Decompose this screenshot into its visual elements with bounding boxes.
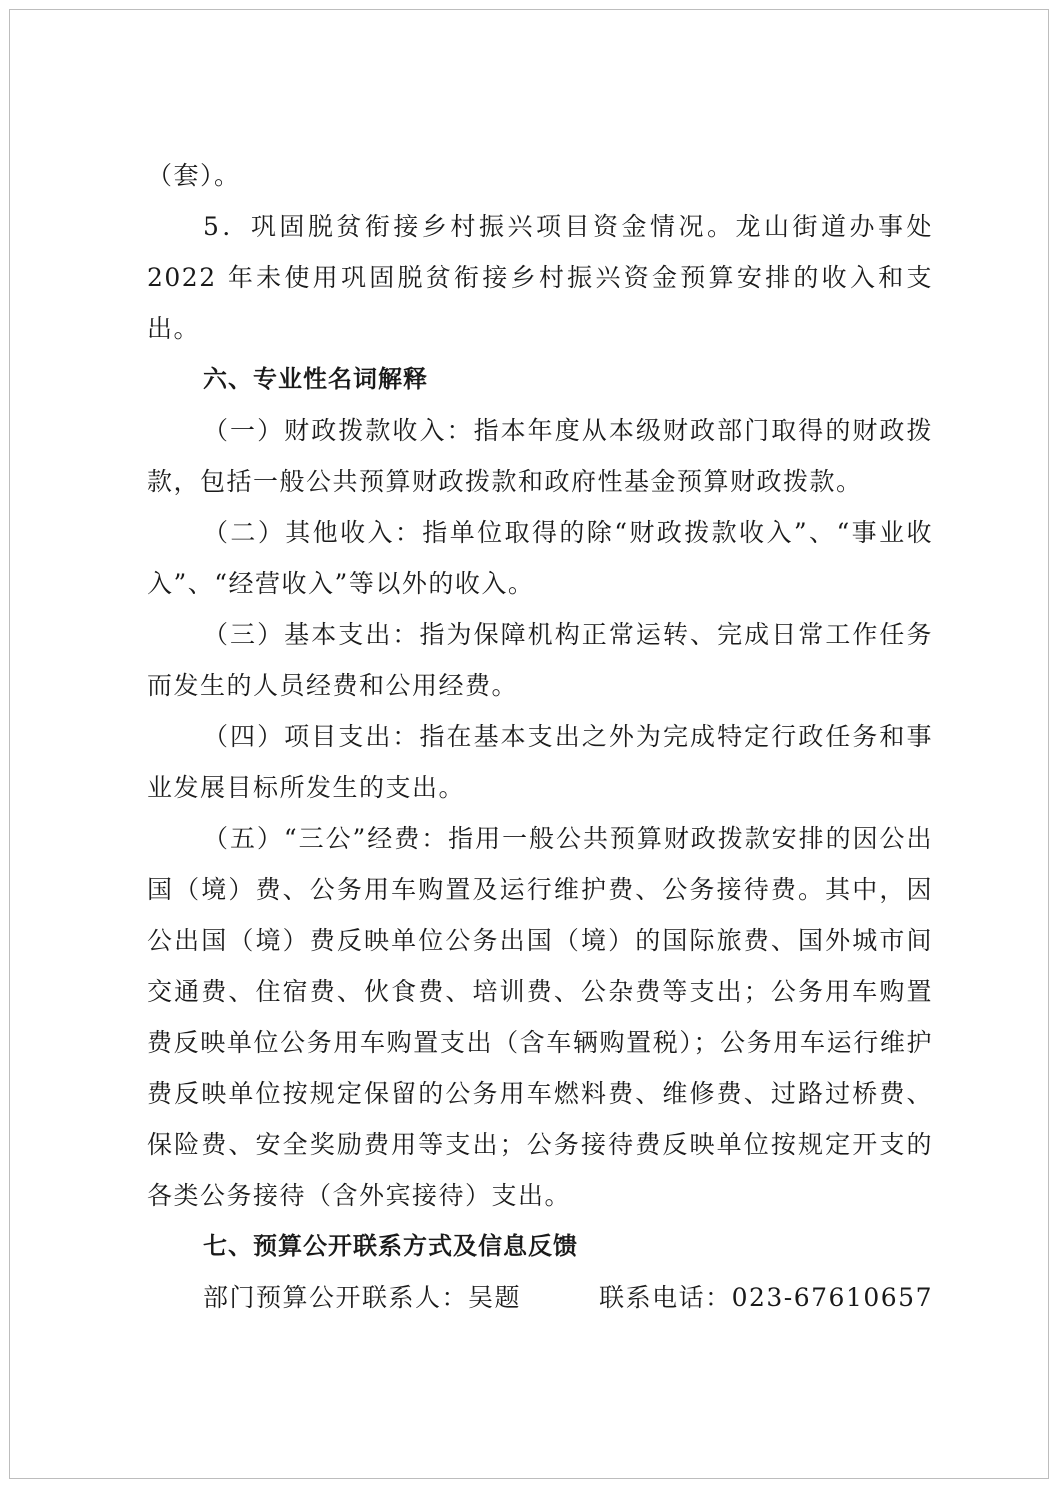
definition-fiscal-income: （一）财政拨款收入：指本年度从本级财政部门取得的财政拨款，包括一般公共预算财政拨款和政府性基金预算财政拨款。 xyxy=(147,416,933,496)
paragraph-poverty-fund: 5．巩固脱贫衔接乡村振兴项目资金情况。龙山街道办事处 2022 年未使用巩固脱贫衔接乡村振兴资金预算安排的收入和支出。 xyxy=(147,212,933,343)
paragraph-continuation: （套）。 xyxy=(147,161,241,190)
section-heading-contact: 七、预算公开联系方式及信息反馈 xyxy=(203,1232,578,1260)
definition-three-public-expenses: （五）“三公”经费：指用一般公共预算财政拨款安排的因公出国（境）费、公务用车购置及运行维护费、公务接待费。其中，因公出国（境）费反映单位公务出国（境）的国际旅费、国外城市间交通费、住宿费、伙食费、培训费、公杂费等支出；公务用车购置费反映单位公务用车购置支出（含车辆购置税）；公务用车运行维护费反映单位按规定保留的公务用车燃料费、维修费、过路过桥费、保险费、安全奖励费用等支出；公务接待费反映单位按规定开支的各类公务接待（含外宾接待）支出。 xyxy=(147,824,933,1210)
definition-project-expenditure: （四）项目支出：指在基本支出之外为完成特定行政任务和事业发展目标所发生的支出。 xyxy=(147,722,933,802)
section-heading-glossary: 六、专业性名词解释 xyxy=(203,365,428,393)
page-frame xyxy=(9,9,1049,1479)
definition-other-income: （二）其他收入：指单位取得的除“财政拨款收入”、“事业收入”、“经营收入”等以外的收入。 xyxy=(147,518,933,598)
contact-phone: 联系电话：023-67610657 xyxy=(599,1283,933,1312)
document-body xyxy=(147,150,933,1323)
contact-person: 部门预算公开联系人：吴题 xyxy=(203,1283,522,1312)
contact-row xyxy=(147,1272,933,1323)
definition-basic-expenditure: （三）基本支出：指为保障机构正常运转、完成日常工作任务而发生的人员经费和公用经费。 xyxy=(147,620,933,700)
